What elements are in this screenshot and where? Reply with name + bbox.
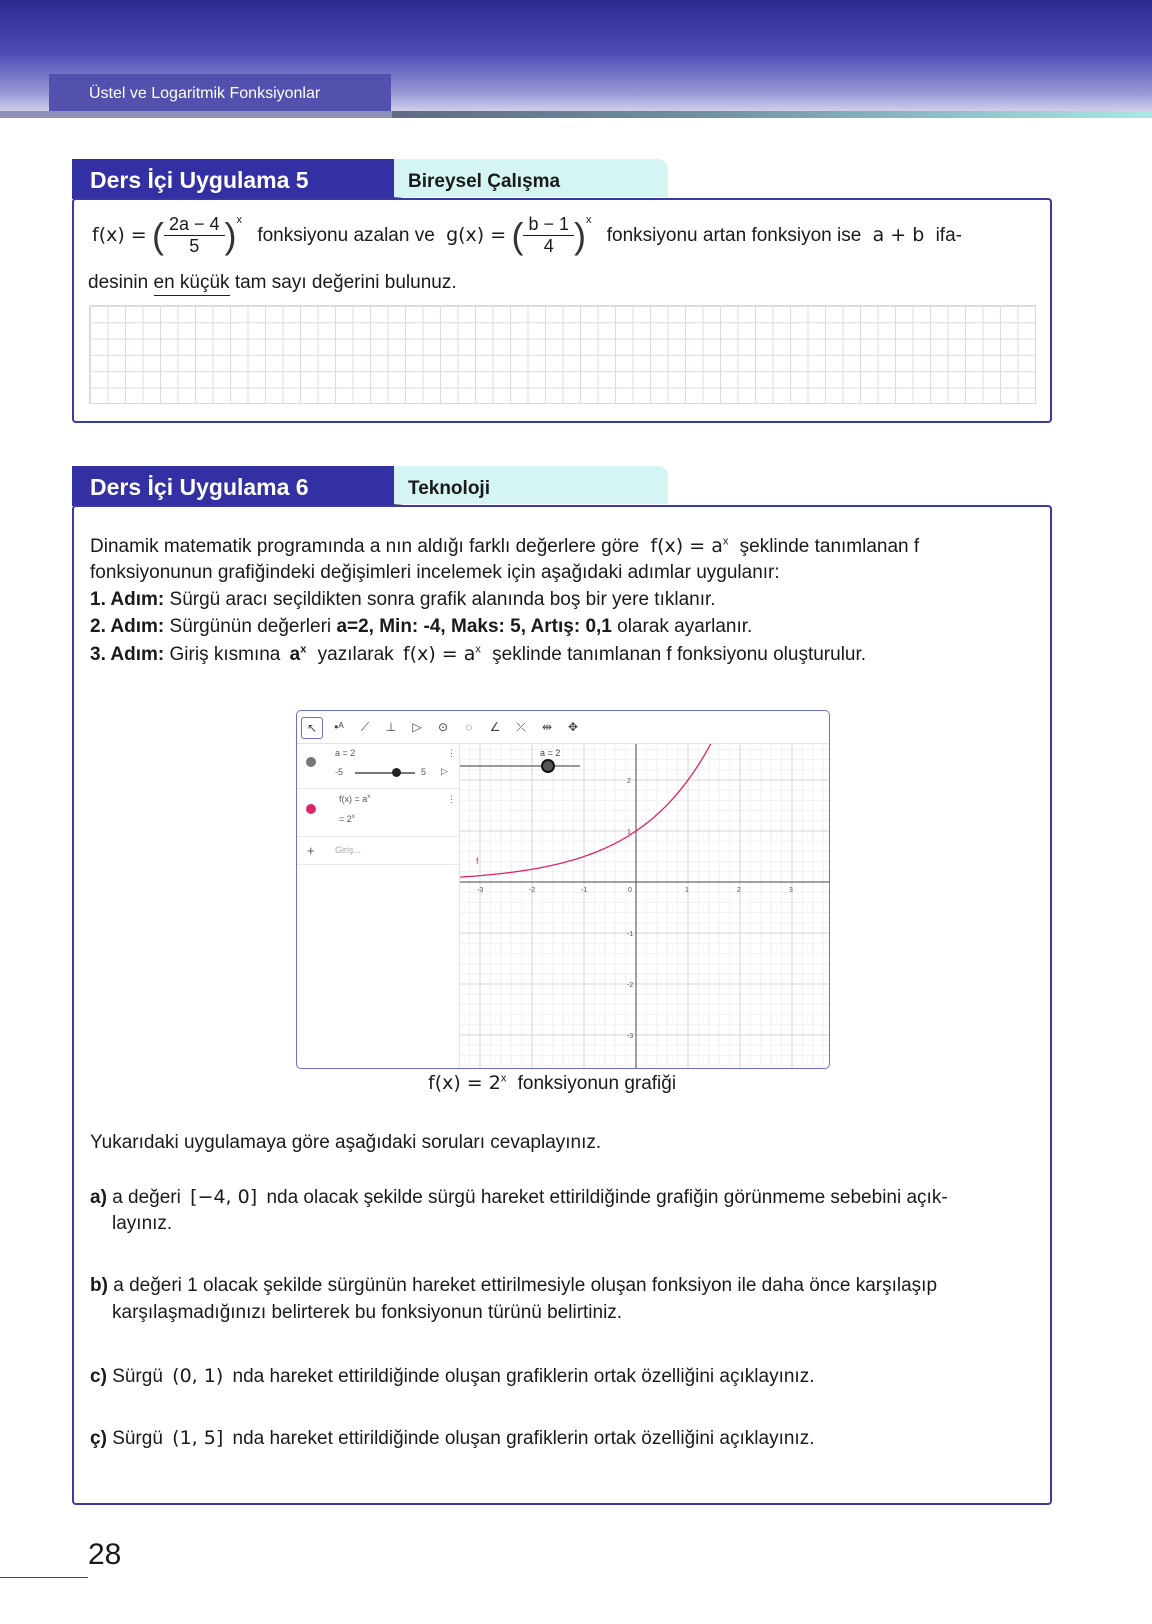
questions-prompt: Yukarıdaki uygulamaya göre aşağıdaki soruları cevaplayınız. xyxy=(90,1132,602,1153)
y-tick-label: -3 xyxy=(627,1033,634,1040)
app-screenshot xyxy=(296,710,830,1069)
question-a-cont: layınız. xyxy=(112,1213,173,1234)
chapter-title: Üstel ve Logaritmik Fonksiyonlar xyxy=(49,74,391,111)
question-b-label: b) xyxy=(90,1275,108,1296)
f-fraction xyxy=(164,214,225,257)
graph-slider-label: a = 2 xyxy=(540,748,561,758)
intro1-a: Dinamik matematik programında a nın aldığı farklı değerlere göre xyxy=(90,536,640,557)
g-exponent: x xyxy=(585,214,592,226)
g-lhs: g(x) = xyxy=(446,224,507,246)
point-tool-icon[interactable]: •ᴬ xyxy=(334,720,344,734)
graph-grid xyxy=(460,744,829,1068)
section5-line1 xyxy=(92,214,962,257)
polygon-tool-icon[interactable]: ▷ xyxy=(412,720,422,734)
function-definition xyxy=(339,794,370,804)
input-placeholder[interactable]: Giriş... xyxy=(335,845,361,855)
question-a-interval: [−4, 0] xyxy=(190,1186,258,1208)
step3-bold: a xyxy=(289,644,301,665)
graph-slider-handle[interactable] xyxy=(542,760,554,772)
x-tick-label: 0 xyxy=(628,887,632,894)
f-numerator: 2a − 4 xyxy=(164,214,225,236)
page-number-rule xyxy=(0,1577,88,1578)
step3-text: Giriş kısmına xyxy=(169,644,281,665)
step2-bold: a=2, Min: -4, Maks: 5, Artış: 0,1 xyxy=(336,616,612,637)
graph-view[interactable] xyxy=(460,744,829,1068)
question-c-text2: nda hareket ettirildiğinde oluşan grafiklerin ortak özelliğini açıklayınız. xyxy=(232,1366,815,1387)
step3-math-exp: x xyxy=(475,643,481,656)
paren-open: ( xyxy=(152,214,164,256)
slider-row[interactable] xyxy=(297,744,459,789)
caption-text: fonksiyonun grafiği xyxy=(517,1073,677,1094)
x-tick-label: 1 xyxy=(685,887,689,894)
text3: ifa- xyxy=(935,225,962,246)
question-cc xyxy=(90,1427,814,1450)
section5-tag: Bireysel Çalışma xyxy=(394,159,668,197)
slider-min: -5 xyxy=(335,767,344,777)
header-rule-left xyxy=(0,111,392,118)
function-visibility-icon[interactable] xyxy=(306,804,316,814)
circle-tool-icon[interactable]: ⊙ xyxy=(437,720,449,734)
question-a-text1: a değeri xyxy=(112,1187,181,1208)
question-c-text1: Sürgü xyxy=(112,1366,163,1387)
section5-title: Ders İçi Uygulama 5 xyxy=(72,159,394,199)
intro1-b: şeklinde tanımlanan f xyxy=(739,536,920,557)
answer-grid[interactable] xyxy=(89,305,1036,404)
intro1-exp: x xyxy=(722,535,729,548)
g-numerator: b − 1 xyxy=(523,214,574,236)
f-lhs: f(x) = xyxy=(92,224,147,246)
step2 xyxy=(90,616,752,638)
caption-exp: x xyxy=(500,1072,507,1085)
app-toolbar xyxy=(297,711,829,744)
graph-axes xyxy=(460,744,829,1068)
header-rule-right xyxy=(392,111,1152,118)
algebra-panel xyxy=(297,744,460,1068)
section6-tag: Teknoloji xyxy=(394,466,668,504)
step3-math: f(x) = a xyxy=(402,643,476,665)
x-tick-label: -2 xyxy=(529,887,536,894)
line2-underlined: en küçük xyxy=(154,272,230,296)
question-cc-interval: (1, 5] xyxy=(172,1427,224,1449)
curve-label: f xyxy=(476,856,479,866)
graph-tick-labels xyxy=(477,778,793,1040)
func-val-text: = 2 xyxy=(339,814,352,824)
slider-visibility-icon[interactable] xyxy=(306,757,316,767)
function-row[interactable] xyxy=(297,788,459,837)
expr: a + b xyxy=(872,224,925,246)
x-tick-label: 3 xyxy=(789,887,793,894)
line2-b: tam sayı değerini bulunuz. xyxy=(234,272,457,293)
question-cc-text2: nda hareket ettirildiğinde oluşan grafiklerin ortak özelliğini açıklayınız. xyxy=(232,1428,815,1449)
step3-label: 3. Adım: xyxy=(90,644,165,665)
step1-label: 1. Adım: xyxy=(90,589,165,610)
slider-tool-icon[interactable]: ⇹ xyxy=(541,720,553,734)
g-fraction xyxy=(523,214,574,257)
f-denominator: 5 xyxy=(189,236,200,257)
input-row[interactable] xyxy=(297,836,459,865)
y-tick-label: 2 xyxy=(627,778,631,785)
step3 xyxy=(90,643,866,666)
perpendicular-tool-icon[interactable]: ⊥ xyxy=(385,720,397,734)
y-tick-label: -2 xyxy=(627,982,634,989)
step2-label: 2. Adım: xyxy=(90,616,165,637)
intro-line2: fonksiyonunun grafiğindeki değişimleri incelemek için aşağıdaki adımlar uygulanır: xyxy=(90,562,780,583)
text2: fonksiyonu artan fonksiyon ise xyxy=(606,225,862,246)
intro1-math: f(x) = a xyxy=(650,535,723,557)
slider-menu-icon[interactable]: ⋮ xyxy=(447,748,456,758)
question-c xyxy=(90,1365,814,1388)
function-value xyxy=(339,814,355,824)
question-b-text1: a değeri 1 olacak şekilde sürgünün hareket ettirilmesiyle oluşan fonksiyon ile daha önce karşılaşıp xyxy=(113,1275,938,1296)
x-tick-label: -1 xyxy=(581,887,588,894)
text1: fonksiyonu azalan ve xyxy=(257,225,435,246)
func-def-text: f(x) = a xyxy=(339,794,368,804)
reflect-tool-icon[interactable]: ⤫ xyxy=(516,720,526,734)
step1 xyxy=(90,589,716,611)
paren-close: ) xyxy=(224,214,237,256)
caption-math: f(x) = 2 xyxy=(428,1072,501,1094)
slider-track[interactable] xyxy=(355,772,415,774)
slider-max: 5 xyxy=(421,767,427,777)
y-tick-label: 1 xyxy=(627,829,631,836)
step3-mid: yazılarak xyxy=(317,644,394,665)
f-exponent: x xyxy=(236,214,243,226)
question-a-label: a) xyxy=(90,1187,107,1208)
step1-text: Sürgü aracı seçildikten sonra grafik alanında boş bir yere tıklanır. xyxy=(169,589,716,610)
intro-line1 xyxy=(90,535,919,558)
slider-handle[interactable] xyxy=(392,768,401,777)
angle-tool-icon[interactable]: ∠ xyxy=(489,720,501,734)
step3-end: şeklinde tanımlanan f fonksiyonu oluşturulur. xyxy=(492,644,867,665)
page-number: 28 xyxy=(88,1538,122,1571)
paren-open-g: ( xyxy=(511,214,524,256)
line-tool-icon[interactable]: ⟋ xyxy=(360,720,370,734)
g-denominator: 4 xyxy=(543,236,554,257)
question-a xyxy=(90,1186,948,1209)
add-icon[interactable]: + xyxy=(307,843,315,858)
question-cc-text1: Sürgü xyxy=(112,1428,163,1449)
line2-a: desinin xyxy=(88,272,149,293)
circle-three-points-icon[interactable]: ◌ xyxy=(465,720,473,734)
function-menu-icon[interactable]: ⋮ xyxy=(447,794,456,804)
slider-label: a = 2 xyxy=(335,748,356,758)
play-icon[interactable]: ▷ xyxy=(441,766,448,776)
question-c-label: c) xyxy=(90,1366,107,1387)
question-a-text2: nda olacak şekilde sürgü hareket ettirildiğinde grafiğin görünmeme sebebini açık- xyxy=(266,1187,948,1208)
question-b xyxy=(90,1275,937,1297)
section6-title: Ders İçi Uygulama 6 xyxy=(72,466,394,506)
question-cc-label: ç) xyxy=(90,1428,107,1449)
question-b-cont: karşılaşmadığınızı belirterek bu fonksiyonun türünü belirtiniz. xyxy=(112,1302,623,1323)
question-c-interval: (0, 1) xyxy=(172,1365,224,1387)
func-def-exp: x xyxy=(367,794,371,800)
step2-end: olarak ayarlanır. xyxy=(617,616,753,637)
y-tick-label: -1 xyxy=(627,931,634,938)
pointer-tool-icon[interactable]: ↖ xyxy=(301,717,323,739)
paren-close-g: ) xyxy=(573,214,586,256)
figure-caption xyxy=(428,1072,676,1095)
x-tick-label: 2 xyxy=(737,887,741,894)
step3-exp: x xyxy=(300,643,307,656)
x-tick-label: -3 xyxy=(477,887,484,894)
step2-text: Sürgünün değerleri xyxy=(169,616,332,637)
move-view-icon[interactable]: ✥ xyxy=(567,720,579,734)
func-val-exp: x xyxy=(351,814,355,820)
section5-line2 xyxy=(88,272,457,294)
